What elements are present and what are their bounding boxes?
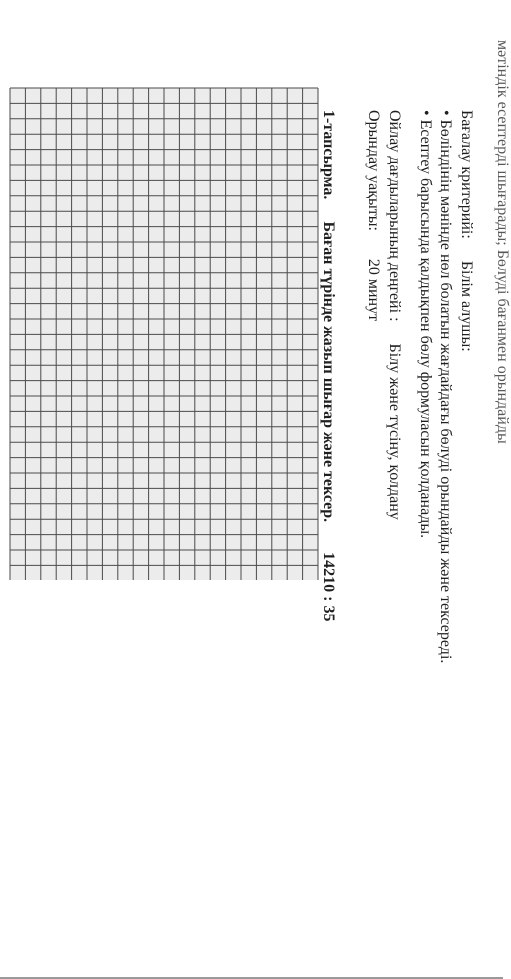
thinking-level-row — [385, 110, 403, 520]
cut-header-text: мәтіндік есептерді шығарады; Бөлуді бағанмен орындайды — [494, 40, 511, 444]
task-number: 1-тапсырма. — [320, 110, 337, 200]
time-row — [364, 110, 382, 321]
grid-lines — [10, 88, 318, 580]
time-value: 20 минут — [365, 258, 382, 322]
criteria-value: Білім алушы: — [458, 260, 475, 352]
task-text: Баған түрінде жазып шығар және тексер. — [320, 221, 337, 523]
criteria-item: • Бөліндінің мәнінде нөл болатын жағдайдағы бөлуді орындайды және тексереді. — [437, 110, 454, 664]
time-label: Орындау уақыты: — [365, 110, 382, 231]
thinking-level-label: Ойлау дағдыларының деңгейі : — [386, 110, 403, 322]
criteria-row — [457, 110, 475, 352]
thinking-level-value: Білу және түсіну, қолдану — [386, 343, 403, 520]
task-expression: 14210 : 35 — [320, 552, 337, 622]
criteria-label: Бағалау критерийі: — [458, 110, 475, 239]
criteria-item: • Есептеу барысында қалдықпен бөлу формуласын қолданады. — [417, 110, 434, 539]
squared-grid-area[interactable] — [10, 88, 318, 580]
task-row — [319, 110, 337, 621]
